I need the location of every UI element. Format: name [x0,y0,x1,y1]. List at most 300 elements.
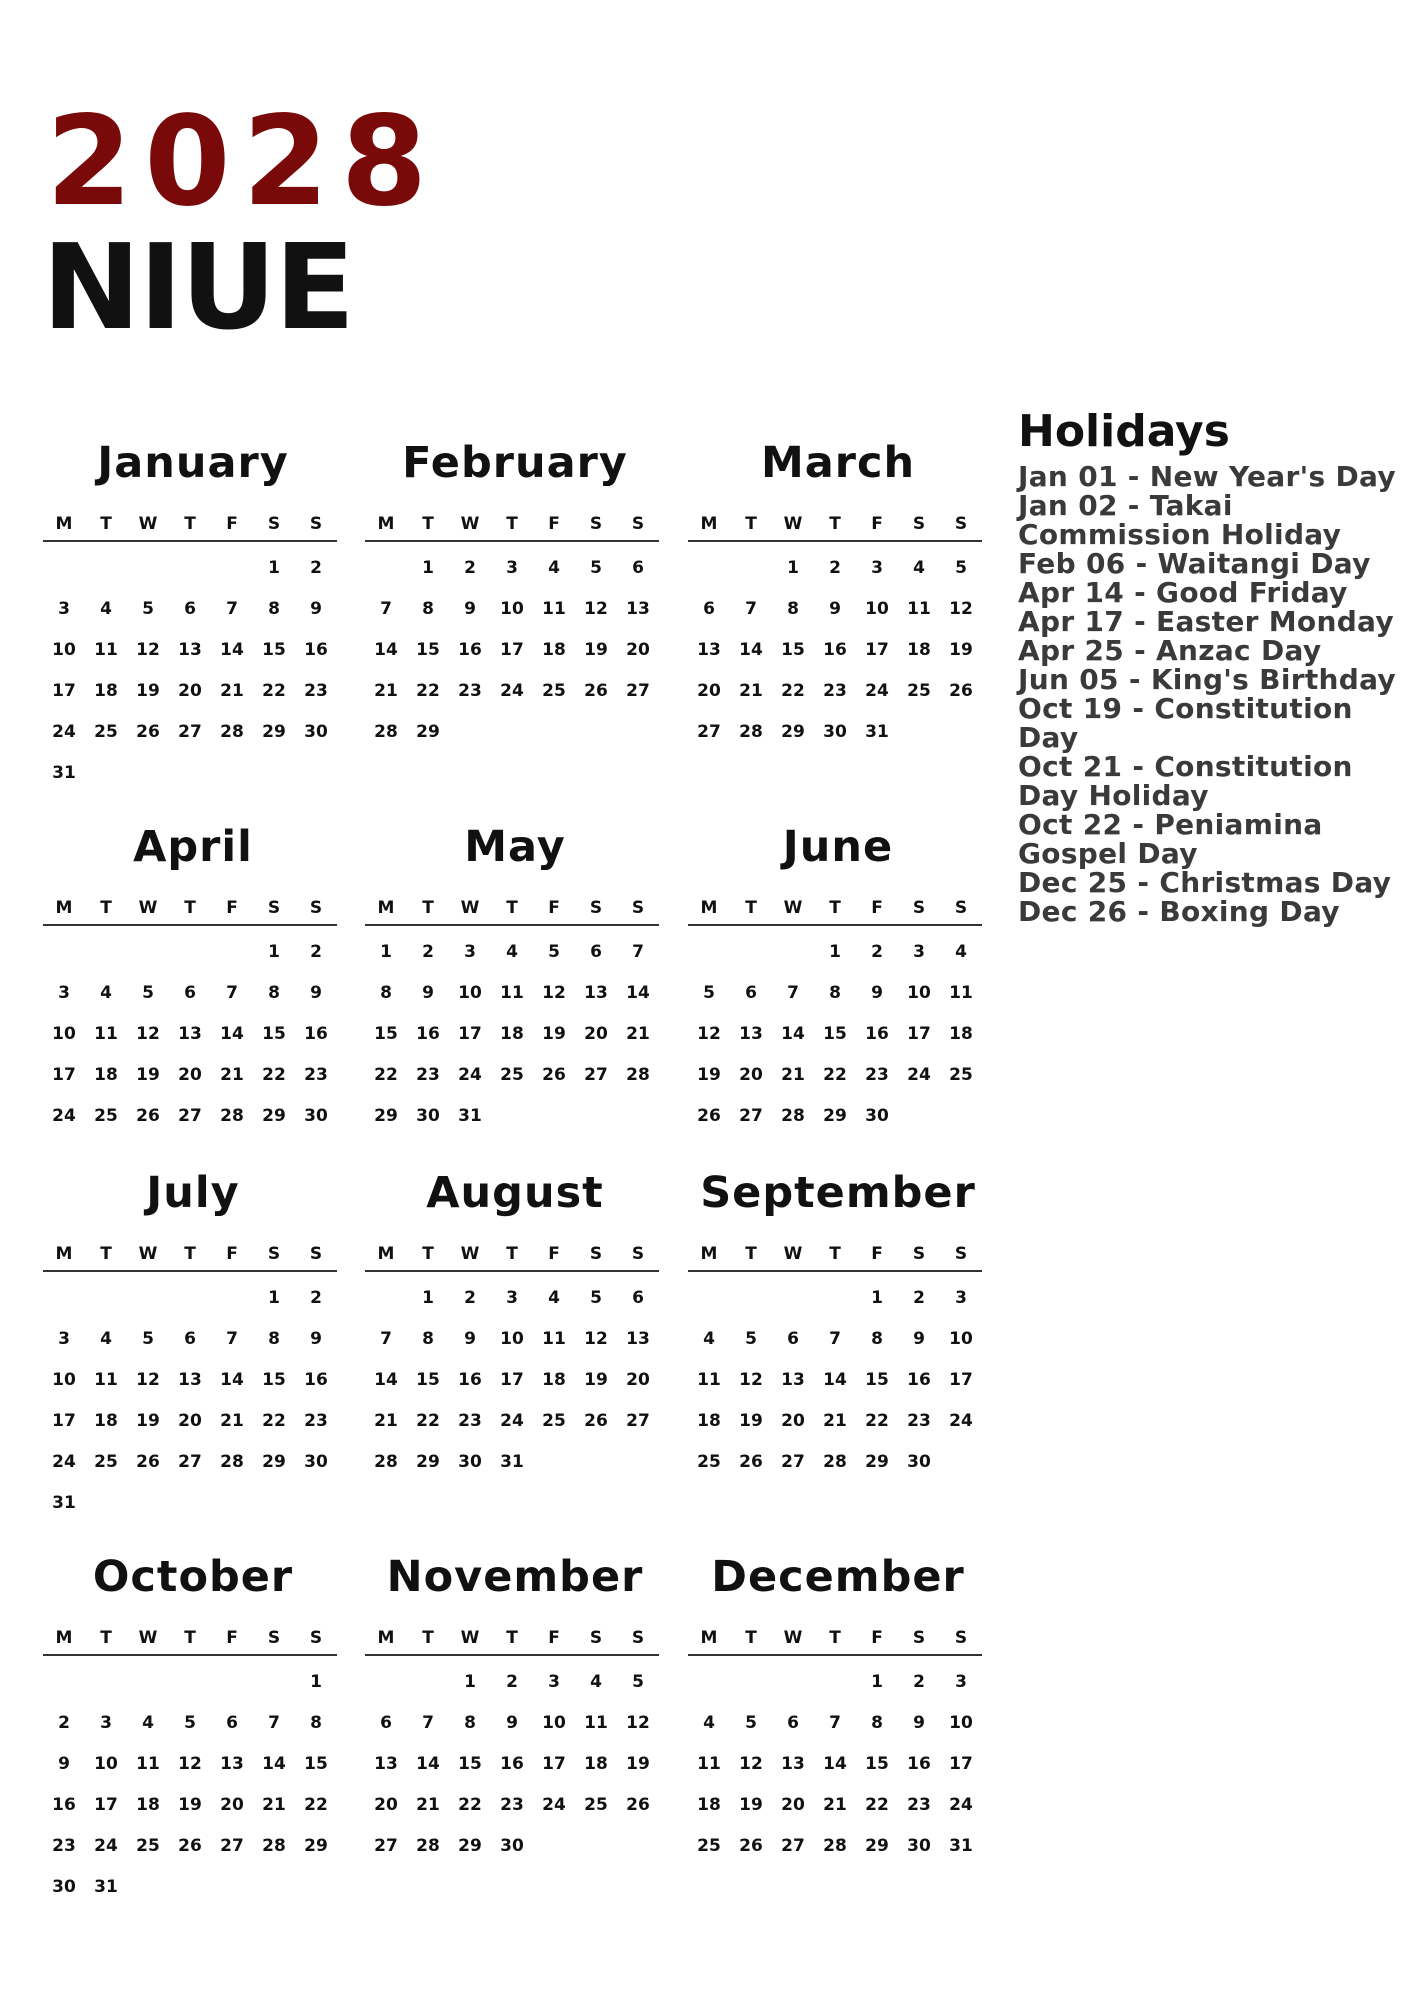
month-name: August [426,1168,604,1218]
day-cell: 15 [865,1754,889,1774]
weekday-label: S [267,1628,281,1648]
month-december [688,1542,988,1922]
day-cell: 21 [220,1411,244,1431]
day-cell: 16 [907,1370,931,1390]
holidays-title: Holidays [1018,406,1230,457]
day-cell: 22 [374,1065,398,1085]
day-cell: 8 [422,1329,434,1349]
day-cell: 29 [262,1106,286,1126]
day-cell: 26 [739,1452,763,1472]
day-cell: 27 [626,1411,650,1431]
day-cell: 12 [739,1370,763,1390]
day-cell: 13 [626,1329,650,1349]
day-cell: 3 [464,942,476,962]
day-cell: 31 [500,1452,524,1472]
weekday-label: F [548,898,560,918]
day-cell: 15 [374,1024,398,1044]
day-cell: 26 [584,681,608,701]
day-cell: 8 [787,599,799,619]
weekday-label: M [700,1628,718,1648]
day-cell: 21 [220,681,244,701]
holiday-item: Apr 25 - Anzac Day [1018,634,1322,667]
day-cell: 1 [268,942,280,962]
day-cell: 7 [745,599,757,619]
weekday-header [43,1240,337,1272]
day-cell: 13 [178,1024,202,1044]
day-cell: 27 [178,1452,202,1472]
day-cell: 19 [542,1024,566,1044]
day-cell: 25 [94,1452,118,1472]
day-cell: 19 [739,1411,763,1431]
day-cell: 22 [458,1795,482,1815]
weekday-label: T [422,514,434,534]
weekday-label: S [589,898,603,918]
holiday-item: Apr 17 - Easter Monday [1018,605,1394,638]
day-cell: 5 [548,942,560,962]
day-cell: 2 [310,558,322,578]
holiday-list [1018,462,1398,926]
day-cell: 13 [374,1754,398,1774]
day-cell: 6 [787,1713,799,1733]
holiday-item: Oct 22 - Peniamina Gospel Day [1018,808,1323,870]
day-cell: 16 [416,1024,440,1044]
weekday-label: S [912,1244,926,1264]
holiday-item: Jan 01 - New Year's Day [1018,460,1396,493]
day-cell: 4 [955,942,967,962]
day-cell: 6 [703,599,715,619]
day-cell: 12 [136,640,160,660]
day-cell: 18 [136,1795,160,1815]
weekday-label: M [377,1244,395,1264]
weekday-label: M [377,514,395,534]
weekday-header [365,1240,659,1272]
month-name: November [386,1552,644,1602]
day-cell: 3 [548,1672,560,1692]
weekday-label: T [506,1244,518,1264]
day-cell: 26 [739,1836,763,1856]
day-cell: 24 [52,722,76,742]
weekday-label: W [138,1244,158,1264]
day-cell: 20 [697,681,721,701]
month-name: October [92,1552,294,1602]
day-cell: 17 [500,1370,524,1390]
holiday-item: Dec 26 - Boxing Day [1018,895,1340,928]
day-cell: 30 [823,722,847,742]
day-cell: 15 [416,640,440,660]
day-cell: 22 [416,681,440,701]
weekday-label: W [460,1628,480,1648]
day-cell: 3 [58,599,70,619]
weekday-label: S [589,514,603,534]
weekday-label: S [267,514,281,534]
day-cell: 6 [184,1329,196,1349]
day-cell: 13 [781,1754,805,1774]
day-cell: 20 [626,1370,650,1390]
day-cell: 29 [865,1452,889,1472]
day-cell: 23 [500,1795,524,1815]
day-cell: 8 [871,1329,883,1349]
day-cell: 6 [226,1713,238,1733]
day-cell: 16 [458,640,482,660]
day-cell: 2 [58,1713,70,1733]
day-cell: 1 [268,558,280,578]
day-cell: 10 [94,1754,118,1774]
day-cell: 18 [94,1411,118,1431]
weekday-header [688,1240,982,1272]
weekday-label: F [548,1244,560,1264]
day-cell: 20 [178,1411,202,1431]
day-cell: 20 [220,1795,244,1815]
weekday-label: S [631,1628,645,1648]
day-cell: 10 [458,983,482,1003]
weekday-label: W [138,514,158,534]
weekday-label: W [783,1628,803,1648]
day-cell: 30 [304,722,328,742]
day-cell: 18 [697,1411,721,1431]
weekday-label: T [100,1628,112,1648]
weekday-label: S [309,898,323,918]
day-cell: 7 [226,983,238,1003]
month-april [43,812,343,1192]
weekday-label: T [745,1244,757,1264]
day-cell: 18 [542,1370,566,1390]
day-cell: 27 [781,1836,805,1856]
day-cell: 8 [464,1713,476,1733]
weekday-label: T [829,514,841,534]
day-cell: 12 [949,599,973,619]
month-name: January [97,438,289,488]
weekday-label: S [954,514,968,534]
day-cell: 8 [829,983,841,1003]
day-cell: 5 [142,599,154,619]
day-cell: 7 [829,1329,841,1349]
day-cell: 18 [907,640,931,660]
day-cell: 22 [262,1411,286,1431]
day-cell: 7 [632,942,644,962]
day-cell: 23 [907,1795,931,1815]
day-cell: 27 [374,1836,398,1856]
day-cell: 10 [500,599,524,619]
day-cell: 4 [703,1713,715,1733]
day-cell: 25 [500,1065,524,1085]
day-cell: 19 [136,681,160,701]
day-cell: 26 [949,681,973,701]
day-cell: 25 [907,681,931,701]
holidays-panel [1018,406,1398,928]
weekday-label: S [589,1244,603,1264]
day-cell: 6 [184,599,196,619]
day-cell: 22 [262,681,286,701]
day-cell: 24 [500,681,524,701]
day-cell: 11 [907,599,931,619]
weekday-label: F [226,1628,238,1648]
weekday-label: T [506,898,518,918]
day-cell: 6 [632,1288,644,1308]
weekday-label: W [783,514,803,534]
day-cell: 7 [226,599,238,619]
day-cell: 2 [913,1288,925,1308]
weekday-label: M [700,1244,718,1264]
day-cell: 7 [226,1329,238,1349]
day-cell: 5 [955,558,967,578]
day-cell: 14 [626,983,650,1003]
day-cell: 23 [823,681,847,701]
weekday-header [688,1624,982,1656]
weekday-header [365,894,659,926]
day-cell: 28 [626,1065,650,1085]
day-cell: 9 [464,599,476,619]
day-cell: 12 [584,1329,608,1349]
day-cell: 13 [178,640,202,660]
day-cell: 27 [697,722,721,742]
day-cell: 24 [949,1411,973,1431]
day-cell: 18 [584,1754,608,1774]
day-cell: 17 [52,1065,76,1085]
holiday-item: Apr 14 - Good Friday [1018,576,1348,609]
day-cell: 27 [626,681,650,701]
day-cell: 16 [304,640,328,660]
day-cell: 13 [739,1024,763,1044]
day-cell: 8 [268,983,280,1003]
day-cell: 10 [52,1370,76,1390]
day-cell: 4 [100,599,112,619]
day-cell: 24 [949,1795,973,1815]
day-cell: 25 [697,1452,721,1472]
day-cell: 23 [416,1065,440,1085]
day-cell: 5 [590,558,602,578]
weekday-label: S [309,1244,323,1264]
day-cell: 18 [697,1795,721,1815]
day-cell: 11 [542,599,566,619]
weekday-label: W [460,898,480,918]
weekday-header [688,510,982,542]
day-cell: 9 [310,1329,322,1349]
weekday-label: M [700,898,718,918]
day-cell: 4 [100,983,112,1003]
day-cell: 2 [829,558,841,578]
day-cell: 3 [58,983,70,1003]
day-cell: 7 [422,1713,434,1733]
day-cell: 8 [380,983,392,1003]
day-cell: 28 [220,1106,244,1126]
day-cell: 28 [823,1836,847,1856]
day-cell: 3 [955,1288,967,1308]
day-cell: 14 [781,1024,805,1044]
day-cell: 23 [907,1411,931,1431]
day-cell: 30 [865,1106,889,1126]
day-cell: 2 [310,942,322,962]
day-cell: 1 [464,1672,476,1692]
weekday-label: T [829,1244,841,1264]
day-cell: 21 [781,1065,805,1085]
day-cell: 20 [781,1795,805,1815]
day-cell: 22 [781,681,805,701]
day-cell: 17 [865,640,889,660]
day-cell: 23 [458,1411,482,1431]
day-cell: 1 [380,942,392,962]
weekday-label: S [267,898,281,918]
day-cell: 12 [542,983,566,1003]
day-cell: 31 [52,1493,76,1513]
day-cell: 6 [184,983,196,1003]
day-cell: 7 [380,1329,392,1349]
weekday-label: S [954,898,968,918]
weekday-label: M [55,1628,73,1648]
day-cell: 15 [262,1024,286,1044]
day-cell: 2 [913,1672,925,1692]
day-cell: 19 [739,1795,763,1815]
day-cell: 8 [268,1329,280,1349]
weekday-label: M [55,514,73,534]
month-name: March [760,438,916,488]
day-cell: 21 [823,1411,847,1431]
day-cell: 9 [913,1329,925,1349]
day-cell: 27 [220,1836,244,1856]
weekday-label: M [377,898,395,918]
weekday-label: F [871,1628,883,1648]
month-november [365,1542,665,1922]
day-cell: 2 [506,1672,518,1692]
day-cell: 11 [697,1370,721,1390]
day-cell: 9 [310,599,322,619]
day-cell: 9 [829,599,841,619]
day-cell: 24 [52,1452,76,1472]
day-cell: 14 [374,1370,398,1390]
day-cell: 5 [745,1713,757,1733]
day-cell: 2 [422,942,434,962]
day-cell: 3 [871,558,883,578]
day-cell: 3 [955,1672,967,1692]
day-cell: 26 [136,722,160,742]
day-cell: 25 [542,681,566,701]
day-cell: 27 [178,722,202,742]
weekday-label: S [954,1628,968,1648]
day-cell: 31 [865,722,889,742]
day-cell: 18 [94,1065,118,1085]
day-cell: 5 [745,1329,757,1349]
day-cell: 22 [262,1065,286,1085]
day-cell: 1 [871,1672,883,1692]
day-cell: 9 [506,1713,518,1733]
day-cell: 18 [949,1024,973,1044]
day-cell: 25 [542,1411,566,1431]
day-cell: 9 [871,983,883,1003]
weekday-label: T [422,1244,434,1264]
day-cell: 31 [458,1106,482,1126]
weekday-label: W [460,514,480,534]
day-cell: 30 [907,1452,931,1472]
weekday-label: F [226,898,238,918]
day-cell: 17 [542,1754,566,1774]
day-cell: 2 [464,558,476,578]
day-cell: 29 [374,1106,398,1126]
day-cell: 10 [907,983,931,1003]
day-cell: 2 [310,1288,322,1308]
day-cell: 25 [697,1836,721,1856]
day-cell: 5 [632,1672,644,1692]
day-cell: 11 [94,1024,118,1044]
day-cell: 17 [907,1024,931,1044]
day-cell: 9 [464,1329,476,1349]
day-cell: 30 [304,1452,328,1472]
month-march [688,428,988,808]
day-cell: 17 [52,681,76,701]
day-cell: 29 [781,722,805,742]
holiday-item: Oct 19 - Constitution Day [1018,692,1353,754]
weekday-label: S [631,898,645,918]
day-cell: 21 [262,1795,286,1815]
day-cell: 27 [178,1106,202,1126]
day-cell: 3 [100,1713,112,1733]
day-cell: 19 [584,1370,608,1390]
day-cell: 8 [871,1713,883,1733]
day-cell: 30 [304,1106,328,1126]
weekday-header [365,1624,659,1656]
weekday-label: M [55,1244,73,1264]
day-cell: 6 [745,983,757,1003]
day-cell: 20 [739,1065,763,1085]
day-cell: 24 [542,1795,566,1815]
weekday-label: T [745,898,757,918]
weekday-label: F [871,514,883,534]
day-cell: 28 [220,1452,244,1472]
day-cell: 22 [823,1065,847,1085]
weekday-label: T [184,1628,196,1648]
weekday-label: W [138,898,158,918]
day-cell: 1 [310,1672,322,1692]
day-cell: 7 [380,599,392,619]
day-cell: 14 [416,1754,440,1774]
month-name: September [700,1168,976,1218]
day-cell: 3 [506,558,518,578]
weekday-label: T [745,514,757,534]
holiday-item: Feb 06 - Waitangi Day [1018,547,1371,580]
day-cell: 14 [220,1024,244,1044]
day-cell: 29 [304,1836,328,1856]
weekday-label: T [506,1628,518,1648]
day-cell: 13 [781,1370,805,1390]
weekday-label: T [100,898,112,918]
day-cell: 23 [458,681,482,701]
day-cell: 15 [262,640,286,660]
day-cell: 28 [220,722,244,742]
day-cell: 4 [548,1288,560,1308]
day-cell: 30 [52,1877,76,1897]
day-cell: 7 [829,1713,841,1733]
weekday-label: S [631,1244,645,1264]
month-june [688,812,988,1192]
day-cell: 25 [94,722,118,742]
day-cell: 19 [178,1795,202,1815]
weekday-label: T [184,898,196,918]
day-cell: 19 [136,1411,160,1431]
day-cell: 26 [697,1106,721,1126]
day-cell: 30 [907,1836,931,1856]
month-name: July [146,1168,240,1218]
day-cell: 14 [374,640,398,660]
day-cell: 10 [52,1024,76,1044]
weekday-label: F [226,514,238,534]
day-cell: 1 [422,558,434,578]
weekday-label: M [55,898,73,918]
day-cell: 11 [697,1754,721,1774]
month-october [43,1542,343,1922]
day-cell: 23 [865,1065,889,1085]
day-cell: 16 [304,1024,328,1044]
day-cell: 11 [136,1754,160,1774]
day-cell: 14 [823,1754,847,1774]
day-cell: 3 [506,1288,518,1308]
